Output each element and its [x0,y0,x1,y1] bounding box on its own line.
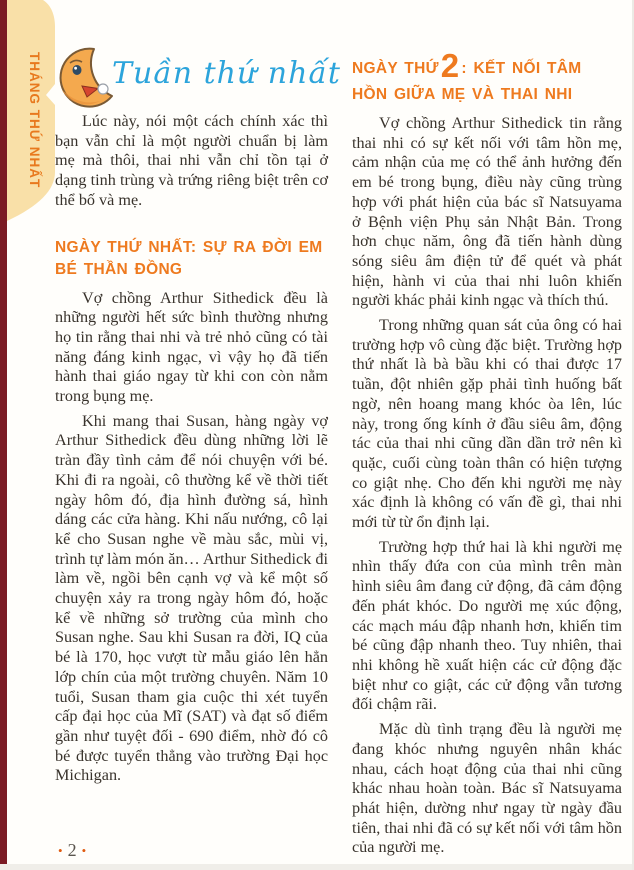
heading-prefix: NGÀY THỨ [352,60,439,77]
crescent-moon-icon [50,46,118,110]
body-paragraph: Mặc dù tình trạng đều là người mẹ đang khóc nhưng nguyên nhân khác nhau, cách hoạt động của thai nhi cũng khác nhau hoàn toàn. Bác sĩ Natsuyama phát hiện, dường như ngay từ ngày đầu tiên, thai nhi đã có sự kết nối với tâm hồn của người mẹ. [352,720,622,857]
left-column [55,112,328,791]
page-number-dot: • [58,843,63,858]
week-title: Tuần thứ nhất [112,56,341,91]
month-tab-label: THÁNG THỨ NHẤT [27,52,42,189]
page-bottom-edge [0,864,634,870]
body-paragraph: Trong những quan sát của ông có hai trường hợp vô cùng đặc biệt. Trường hợp thứ nhất là bà bầu khi có thai được 17 tuần, đột nhiên gặp phải tình huống bất ngờ, nên hoang mang khóc òa lên, lúc này, trong ống kính ở đầu siêu âm, động tác của thai nhi cũng dần dần trở nên kì quặc, cuối cùng toàn thân có hiện tượng co giật nhẹ. Cho đến khi người mẹ này xác định là không có vấn đề gì, thai nhi mới từ từ ổn định lại. [352,316,622,532]
intro-paragraph: Lúc này, nói một cách chính xác thì bạn vẫn chỉ là một người chuẩn bị làm mẹ mà thôi, thai nhi vẫn chỉ tồn tại ở dạng tinh trùng và trứng riêng biệt trên cơ thể bố và mẹ. [55,112,328,209]
section-heading-day-1: NGÀY THỨ NHẤT: SỰ RA ĐỜI EM BÉ THẦN ĐỒNG [55,238,323,278]
body-paragraph: Trường hợp thứ hai là khi người mẹ nhìn thấy đứa con của mình trên màn hình siêu âm đang cử động, đã cảm động đến phát khóc. Do người mẹ xúc động, các mạch máu đập nhanh hơn, khiến tim bé cũng đập nhanh theo. Tuy nhiên, thai nhi không hề xuất hiện các cử động đặc biệt như co giật, các cử động vẫn tương đối chậm rãi. [352,537,622,714]
page-spine-bar [0,0,7,870]
section-heading-day-2 [352,47,622,108]
heading-suffix: : KẾT NỐI TÂM HỒN GIỮA MẸ VÀ THAI NHI [352,60,582,103]
right-column [352,47,622,863]
page-number-value: 2 [67,840,77,860]
page-number [58,840,86,861]
body-paragraph: Khi mang thai Susan, hàng ngày vợ Arthur Sithedick đều dùng những lời lẽ tràn đầy tình cảm để nói chuyện với bé. Khi đi ra ngoài, cô thường kể về thời tiết ngày hôm đó, địa hình đường sá, hình dáng các cửa hàng. Khi nấu nướng, cô lại kể cho Susan nghe về màu sắc, mùi vị, trình tự làm món ăn… Arthur Sithedick đi làm về, ngồi bên cạnh vợ và kể một số chuyện xảy ra trong ngày hôm đó, hoặc kể về những sở trường của mình cho Susan nghe. Sau khi Susan ra đời, IQ của bé là 170, học vượt từ mẫu giáo lên hẳn lớp chín của một trường chuyên. Năm 10 tuổi, Susan tham gia cuộc thi xét tuyển cấp đại học của Mĩ (SAT) và đạt số điểm gần như tuyệt đối - 690 điểm, nhờ đó cô bé được tuyển thẳng vào trường Đại học Michigan. [55,411,328,785]
body-paragraph: Vợ chồng Arthur Sithedick tin rằng thai nhi có sự kết nối với tâm hồn mẹ, cảm nhận của mẹ có thể ảnh hưởng đến em bé trong bụng, điều này cũng trùng hợp với phát hiện của bác sĩ Natsuyama ở Bệnh viện Phụ sản Nhật Bản. Trong hơn chục năm, ông đã tiến hành dùng sóng siêu âm điện tử để quét và phát hiện, hành vi của thai nhi luôn khiến người khác phải kinh ngạc và thích thú. [352,114,622,310]
body-paragraph: Vợ chồng Arthur Sithedick đều là những người hết sức bình thường nhưng họ tin rằng thai nhi và trẻ nhỏ cũng có tài năng đáng kinh ngạc, vì vậy họ đã tiến hành thai giáo ngay từ khi con còn nằm trong bụng mẹ. [55,288,328,406]
page-number-dot: • [81,843,87,858]
heading-big-number: 2 [440,47,460,84]
